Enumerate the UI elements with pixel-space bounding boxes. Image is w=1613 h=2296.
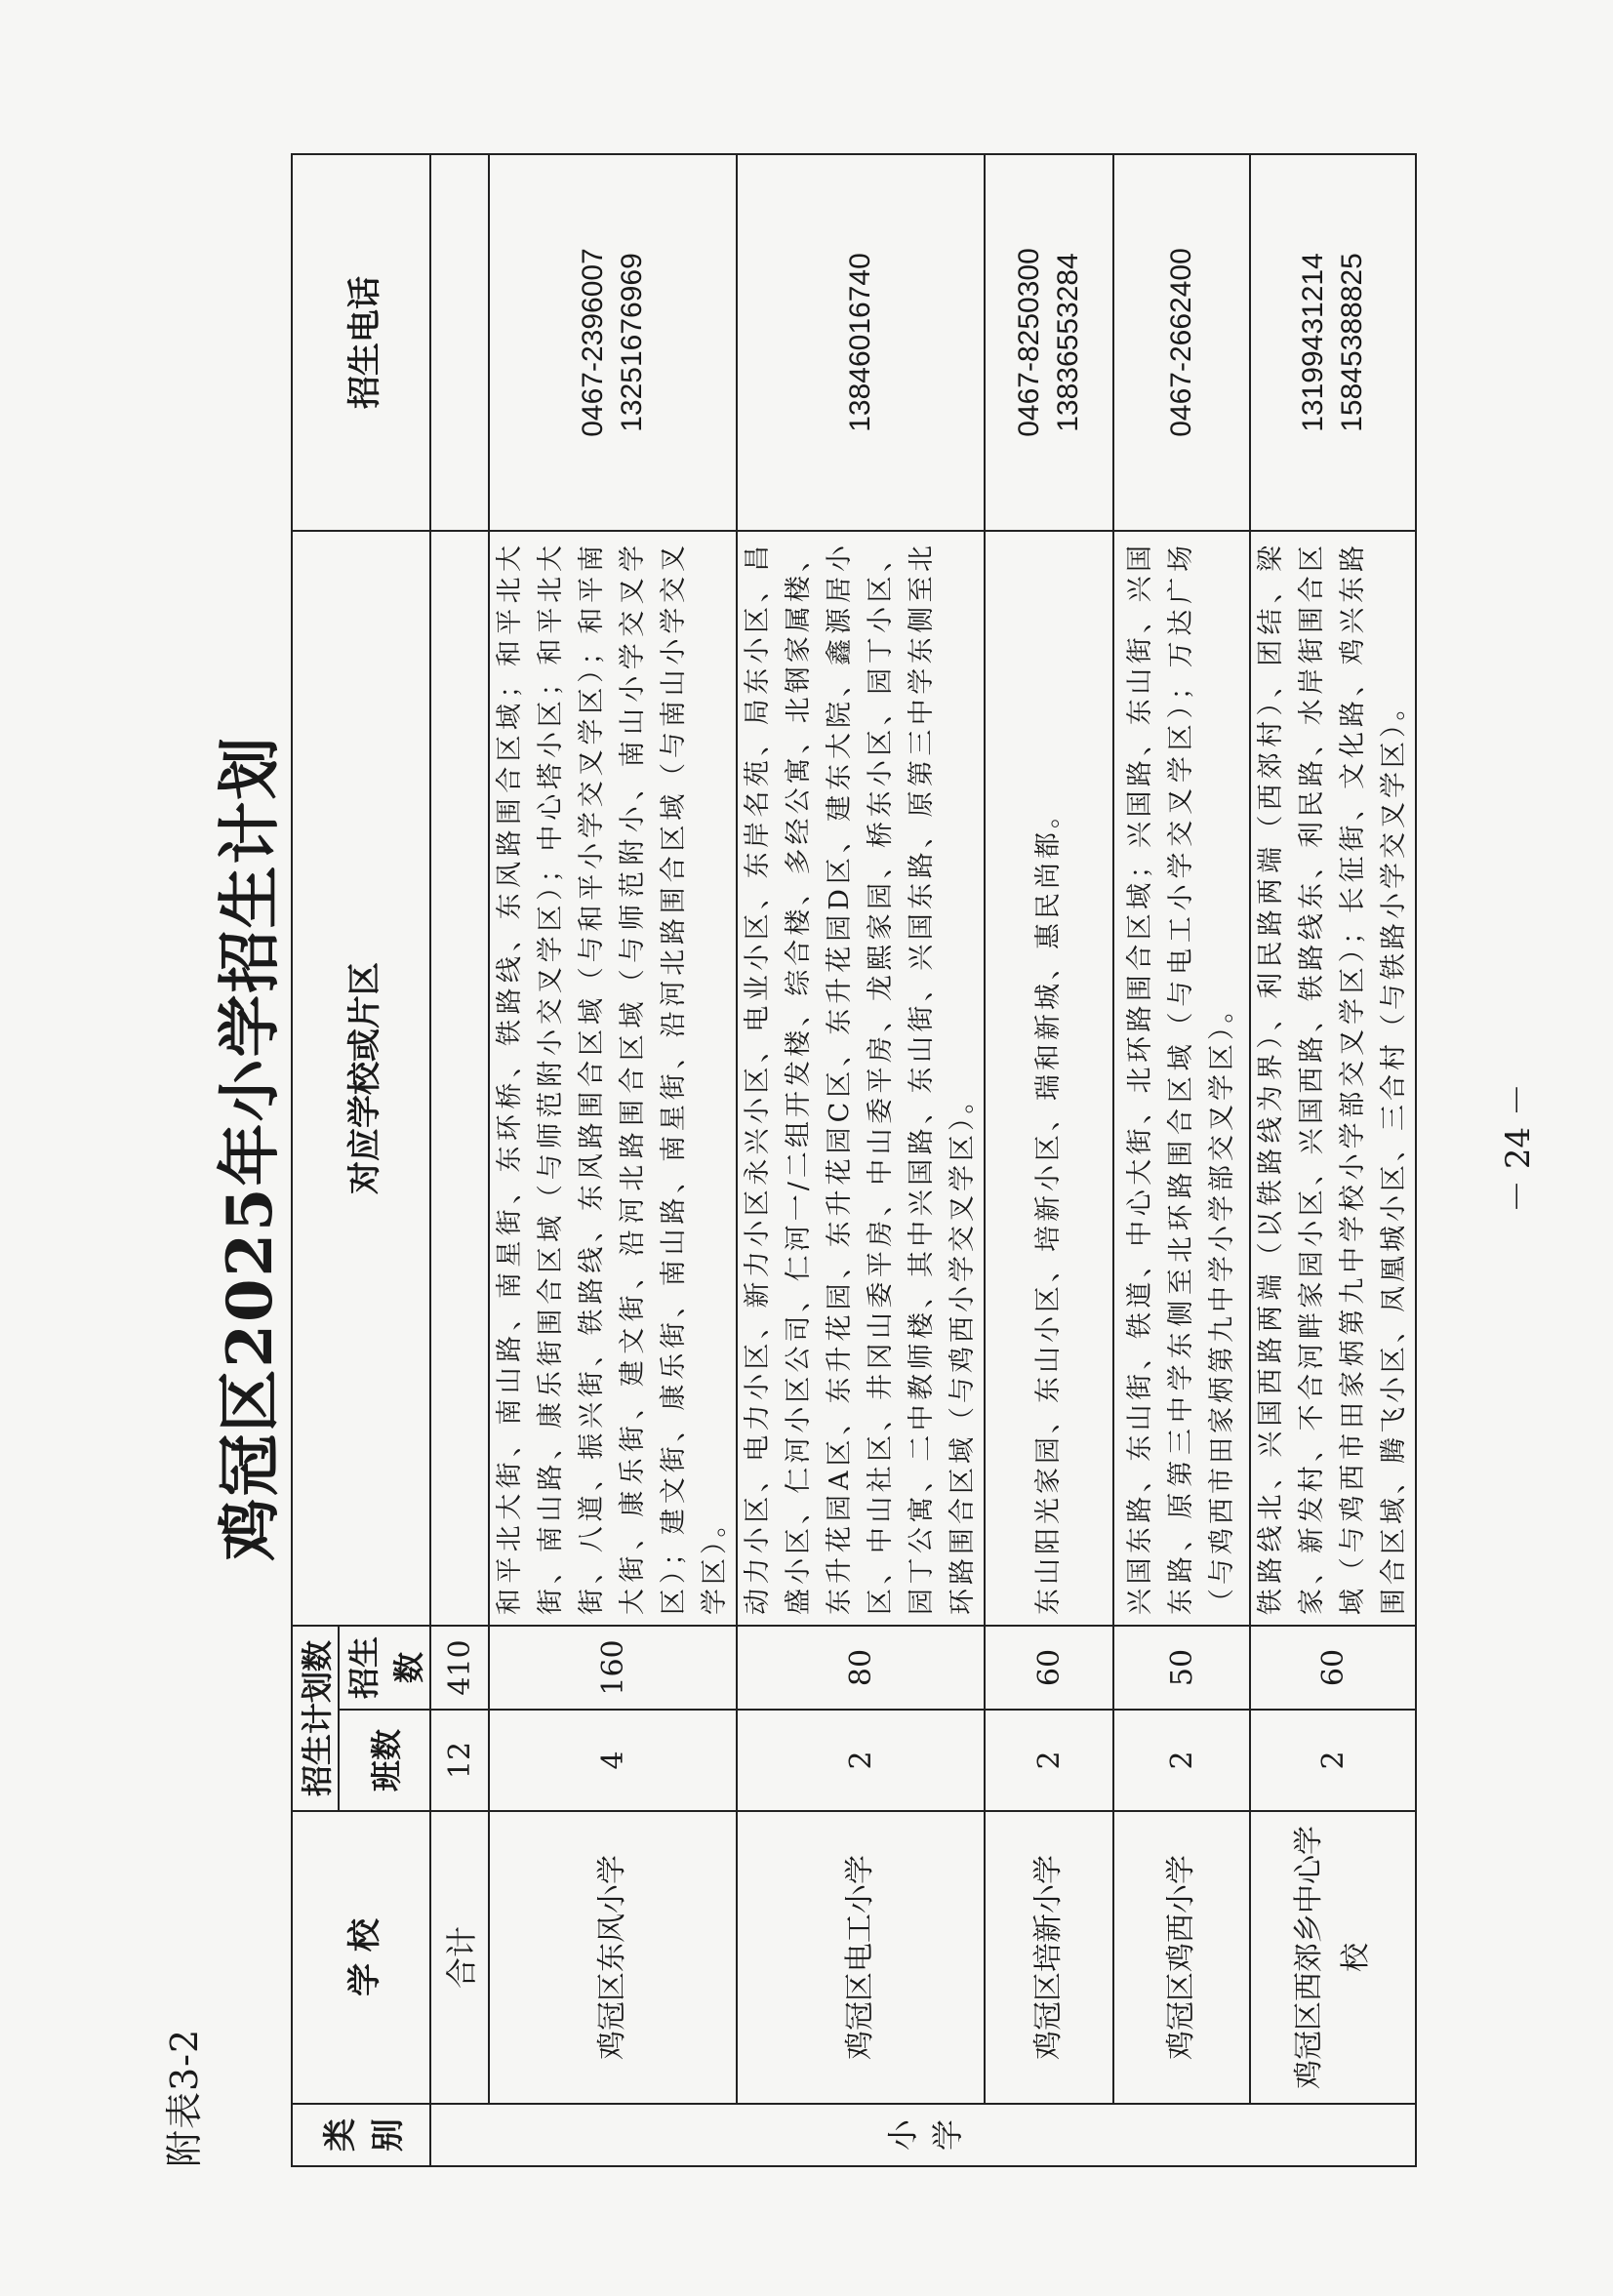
school-area: 铁路线北、兴国西路两端（以铁路线为界）、利民路两端（西郊村）、团结、梁家、新发村、不合河畔家园小区、兴国西路、铁路线东、利民路、水岸街围合区域（与鸡西市田家炳第九中学校小学部交叉学区）；长征街、文化路、鸡兴东路围合区域、腾飞小区、凤凰城小区、三合村（与铁路小学交叉学区）。 [1250, 531, 1416, 1626]
school-area: 东山阳光家园、东山小区、培新小区、瑞和新城、惠民尚都。 [985, 531, 1113, 1626]
phone-line-2: 13836553284 [1052, 253, 1084, 432]
header-school: 学 校 [292, 1811, 430, 2104]
phone-line-1: 0467-2662400 [1165, 248, 1197, 437]
phone-line-2: 15845388825 [1336, 253, 1368, 432]
school-classes: 2 [1113, 1710, 1250, 1811]
school-classes: 4 [489, 1710, 737, 1811]
school-enrollment: 60 [1250, 1626, 1416, 1710]
header-classes: 班数 [339, 1710, 430, 1811]
page-number: － 24 － [1499, 1083, 1538, 1213]
school-area: 和平北大街、南山路、南星街、东环桥、铁路线、东风路围合区域；和平北大街、南山路、康乐街围合区域（与师范附小交叉学区）；中心塔小区；和平北大街、八道、振兴街、铁路线、东风路围合区域（与和平小学交叉学区）；和平南大街、康乐街、建文街、沿河北路围合区域（与师范附小、南山小学交叉学区）；建文街、康乐街、南山路、南星街、沿河北路围合区域（与南山小学交叉学区）。 [489, 531, 737, 1626]
total-row [430, 154, 489, 2166]
phone-line-2: 13251676969 [616, 253, 648, 432]
page-title: 鸡冠区2025年小学招生计划 [214, 735, 287, 1561]
phone-line-1: 0467-8250300 [1013, 248, 1045, 437]
school-phone [1250, 154, 1416, 531]
table-row [737, 154, 985, 2166]
school-enrollment: 50 [1113, 1626, 1250, 1710]
header-area: 对应学校或片区 [292, 531, 430, 1626]
category-cell: 小学 [430, 2104, 1416, 2166]
phone-line-1: 13846016740 [844, 253, 876, 432]
school-phone [985, 154, 1113, 531]
school-enrollment: 80 [737, 1626, 985, 1710]
table-row [1113, 154, 1250, 2166]
header-category: 类 别 [292, 2104, 430, 2166]
school-enrollment: 160 [489, 1626, 737, 1710]
total-phone [430, 154, 489, 531]
school-phone [737, 154, 985, 531]
school-name: 鸡冠区东风小学 [489, 1811, 737, 2104]
header-row [292, 154, 339, 2166]
total-area [430, 531, 489, 1626]
appendix-label: 附表3-2 [163, 2028, 206, 2167]
table-row [1250, 154, 1416, 2166]
school-name: 鸡冠区培新小学 [985, 1811, 1113, 2104]
school-classes: 2 [985, 1710, 1113, 1811]
school-phone [489, 154, 737, 531]
phone-line-1: 13199431214 [1297, 253, 1329, 432]
table-row [985, 154, 1113, 2166]
header-phone: 招生电话 [292, 154, 430, 531]
phone-line-1: 0467-2396007 [577, 248, 609, 437]
header-plan: 招生计划数 [292, 1626, 339, 1811]
school-name: 鸡冠区鸡西小学 [1113, 1811, 1250, 2104]
school-classes: 2 [1250, 1710, 1416, 1811]
school-area: 兴国东路、东山街、铁道、中心大街、北环路围合区域；兴国路、东山街、兴国东路、原第三中学东侧至北环路围合区域（与电工小学交叉学区）；万达广场（与鸡西市田家炳第九中学小学部交叉学区）。 [1113, 531, 1250, 1626]
school-area: 动力小区、电力小区、新力小区永兴小区、电业小区、东岸名苑、局东小区、昌盛小区、仁河小区公司、仁河一/二组开发楼、综合楼、多经公寓、北钢家属楼、东升花园A区、东升花园、东升花园C区、东升花园D区、建东大院、鑫源居小区、中山社区、井冈山委平房、中山委平房、龙熙家园、桥东小区、园丁小区、园丁公寓、二中教师楼、其中兴国路、东山街、兴国东路、原第三中学东侧至北环路围合区域（与鸡西小学交叉学区）。 [737, 531, 985, 1626]
school-name: 鸡冠区电工小学 [737, 1811, 985, 2104]
school-name: 鸡冠区西郊乡中心学校 [1250, 1811, 1416, 2104]
school-phone [1113, 154, 1250, 531]
table-row [489, 154, 737, 2166]
school-enrollment: 60 [985, 1626, 1113, 1710]
header-enrollment: 招生数 [339, 1626, 430, 1710]
total-enrollment: 410 [430, 1626, 489, 1710]
school-classes: 2 [737, 1710, 985, 1811]
total-label: 合计 [430, 1811, 489, 2104]
enrollment-table [291, 153, 1417, 2167]
total-classes: 12 [430, 1710, 489, 1811]
